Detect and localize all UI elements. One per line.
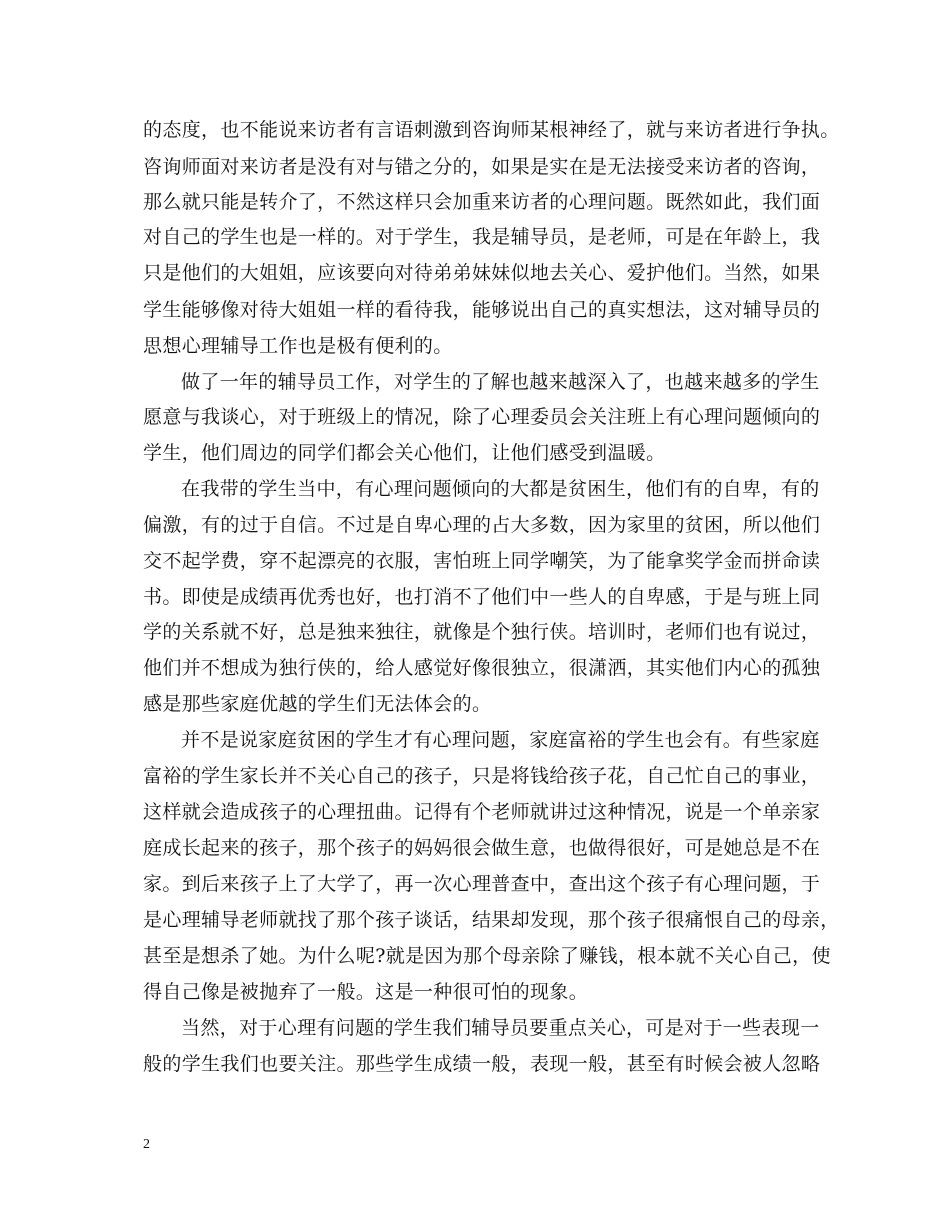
text-line: 家。到后来孩子上了大学了，再一次心理普查中，查出这个孩子有心理问题，于	[143, 873, 821, 895]
paragraph-first-line: 当然，对于心理有问题的学生我们辅导员要重点关心，可是对于一些表现一	[181, 1017, 820, 1039]
text-line: 富裕的学生家长并不关心自己的孩子，只是将钱给孩子花，自己忙自己的事业，	[143, 765, 821, 787]
text-line: 学生能够像对待大姐姐一样的看待我，能够说出自己的真实想法，这对辅导员的	[143, 299, 821, 321]
page-number: 2	[143, 1137, 150, 1152]
text-line: 愿意与我谈心，对于班级上的情况，除了心理委员会关注班上有心理问题倾向的	[143, 406, 821, 428]
text-line: 咨询师面对来访者是没有对与错之分的，如果是实在是无法接受来访者的咨询，	[143, 156, 821, 178]
paragraph-first-line: 并不是说家庭贫困的学生才有心理问题，家庭富裕的学生也会有。有些家庭	[181, 729, 820, 751]
text-line: 偏激，有的过于自信。不过是自卑心理的占大多数，因为家里的贫困，所以他们	[143, 514, 821, 536]
text-line: 般的学生我们也要关注。那些学生成绩一般，表现一般，甚至有时候会被人忽略	[143, 1053, 821, 1075]
text-line: 那么就只能是转介了，不然这样只会加重来访者的心理问题。既然如此，我们面	[143, 191, 821, 213]
text-line: 庭成长起来的孩子，那个孩子的妈妈很会做生意，也做得很好，可是她总是不在	[143, 837, 821, 859]
text-line: 只是他们的大姐姐，应该要向对待弟弟妹妹似地去关心、爱护他们。当然，如果	[143, 262, 821, 284]
text-line: 的态度，也不能说来访者有言语刺激到咨询师某根神经了，就与来访者进行争执。	[143, 119, 840, 141]
text-line: 甚至是想杀了她。为什么呢?就是因为那个母亲除了赚钱，根本就不关心自己，使	[143, 945, 831, 967]
text-line: 对自己的学生也是一样的。对于学生，我是辅导员，是老师，可是在年龄上，我	[143, 226, 821, 248]
text-line: 是心理辅导老师就找了那个孩子谈话，结果却发现，那个孩子很痛恨自己的母亲，	[143, 909, 840, 931]
text-line: 交不起学费，穿不起漂亮的衣服，害怕班上同学嘲笑，为了能拿奖学金而拼命读	[143, 550, 821, 572]
text-line: 得自己像是被抛弃了一般。这是一种很可怕的现象。	[143, 981, 589, 1003]
text-line: 学的关系就不好，总是独来独往，就像是个独行侠。培训时，老师们也有说过，	[143, 621, 821, 643]
paragraph-first-line: 在我带的学生当中，有心理问题倾向的大都是贫困生，他们有的自卑，有的	[181, 478, 820, 500]
text-line: 这样就会造成孩子的心理扭曲。记得有个老师就讲过这种情况，说是一个单亲家	[143, 801, 821, 823]
text-line: 思想心理辅导工作也是极有便利的。	[143, 335, 453, 357]
text-line: 他们并不想成为独行侠的，给人感觉好像很独立，很潇洒，其实他们内心的孤独	[143, 657, 821, 679]
paragraph-first-line: 做了一年的辅导员工作，对学生的了解也越来越深入了，也越来越多的学生	[181, 371, 820, 393]
text-line: 感是那些家庭优越的学生们无法体会的。	[143, 693, 492, 715]
text-line: 学生，他们周边的同学们都会关心他们，让他们感受到温暖。	[143, 442, 666, 464]
text-line: 书。即使是成绩再优秀也好，也打消不了他们中一些人的自卑感，于是与班上同	[143, 586, 821, 608]
